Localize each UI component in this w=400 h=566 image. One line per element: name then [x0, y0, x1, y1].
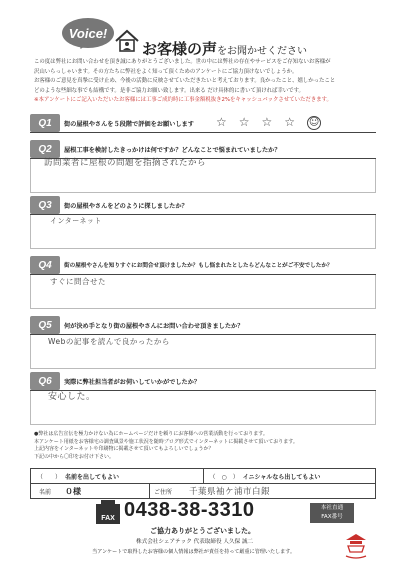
consent-option-initial[interactable]	[204, 469, 376, 483]
publication-notes	[34, 431, 374, 461]
smiley-selected-icon[interactable]: ☺	[308, 117, 320, 128]
voice-badge: Voice!	[62, 18, 114, 48]
q1-divider	[30, 132, 376, 133]
consent-row	[30, 468, 376, 483]
page-title	[142, 38, 307, 59]
house-icon	[114, 28, 140, 54]
q4-tab: Q4	[30, 256, 60, 274]
q4-answer: すぐに問合せた	[50, 277, 106, 286]
intro-line: この度は弊社にお問い合わせを頂き誠にありがとうございました。世の中には弊社の存在やサービスをご存知ないお客様が	[34, 59, 331, 65]
q3-tab: Q3	[30, 196, 60, 214]
fax-badge-line: FAX番号	[321, 514, 343, 520]
consent-mark-1: （ ）	[37, 473, 62, 481]
rating-stars[interactable]	[216, 116, 321, 130]
q5-text: 何が決め手となり街の屋根やさんにお問い合わせ頂きましたか？	[64, 323, 244, 330]
consent-label-1: 名前を出してもよい	[65, 473, 120, 481]
company-seal-icon	[342, 532, 370, 560]
q3-answer: インターネット	[50, 217, 102, 225]
q1-text: 街の屋根やさんを５段階で評価をお願いします	[64, 121, 194, 128]
q2-tab: Q2	[30, 140, 60, 158]
intro-text	[34, 58, 374, 106]
q6-answer: 安心した。	[48, 392, 96, 402]
fax-badge	[310, 503, 354, 523]
intro-cashback-note: ※本アンケートにご記入いただいたお客様には工事ご成約時に工事金額税抜き2%をキャッシュバックさせていただきます。	[34, 97, 332, 104]
fax-badge-line: 本社直通	[320, 505, 344, 511]
q2-answer: 訪問業者に屋根の問題を指摘されたから	[44, 158, 207, 168]
address-label: ご住所	[149, 484, 183, 498]
intro-line: どのような些細な事でも結構です。是非ご協力お願い致します。出来る だけ具体的に書いて頂ければ幸いです。	[34, 87, 304, 94]
star-icon[interactable]: ☆	[261, 115, 273, 129]
customer-info-row	[30, 483, 376, 499]
intro-line: お客様のご意見を真摯に受け止め、今後の活動に反映させていただきたいと考えております。良かったこと、嬉しかったこと	[34, 78, 336, 85]
note-line: 上記内容をインターネットや印刷物に掲載させて頂いてもよろしいでしょうか？	[34, 446, 214, 453]
consent-option-name[interactable]	[31, 469, 203, 483]
name-value[interactable]: ０様	[65, 486, 81, 496]
q3-text: 街の屋根やさんをどのように探しましたか？	[64, 203, 188, 210]
star-icon[interactable]: ☆	[216, 115, 227, 129]
title-main: お客様の声	[142, 40, 218, 58]
consent-label-2: イニシャルなら出してもよい	[242, 473, 321, 481]
star-icon[interactable]: ☆	[238, 115, 250, 129]
q2-text: 屋根工事を検討したきっかけは何ですか？どんなことで悩まれていましたか？	[64, 147, 281, 154]
note-line: ●弊社は広告宣伝を極力かけない為にホームページだけを頼りにお客様への営業活動を行っております。	[34, 431, 268, 437]
note-line: 下記の中から〇印をお付け下さい。	[34, 453, 115, 460]
address-value[interactable]: 千葉県袖ケ浦市白銀	[189, 487, 271, 497]
fax-number: 0438-38-3310	[124, 499, 255, 521]
name-label: 名前	[39, 488, 52, 496]
star-icon[interactable]: ☆	[284, 115, 296, 129]
q4-text: 街の屋根やさんを知りすぐにお問合せ頂けましたか？もし悩まれたとしたらどんなことがご不安でしたか？	[64, 263, 333, 269]
thanks-text: ご協力ありがとうございました。	[150, 527, 255, 535]
title-rest: をお聞かせください	[217, 46, 308, 57]
q6-tab: Q6	[30, 372, 60, 390]
company-line: 株式会社シェアテック 代表取締役 人久保 誠二	[136, 539, 254, 545]
privacy-note: 当アンケートで取得したお客様の個人情報は弊社が責任を持って厳重に管理いたします。	[92, 549, 296, 555]
intro-line: 沢山いらっしゃいます。その方たちに弊社をよく知って頂くためのアンケートにご協力頂けないでしょうか。	[34, 68, 298, 75]
q5-tab: Q5	[30, 316, 60, 334]
q6-text: 実際に弊社担当者がお伺いしていかがでしたか？	[64, 379, 201, 386]
q1-tab: Q1	[30, 114, 60, 132]
note-line: 本アンケート用紙をお客様宅の調査風景や施工状況を随時ブログ形式でインターネットに掲載させて頂いております。	[34, 438, 298, 445]
consent-mark-2: （ ○ ）	[209, 473, 239, 481]
fax-icon: FAX	[96, 504, 120, 524]
q5-answer: Webの記事を読んで良かったから	[48, 337, 170, 346]
